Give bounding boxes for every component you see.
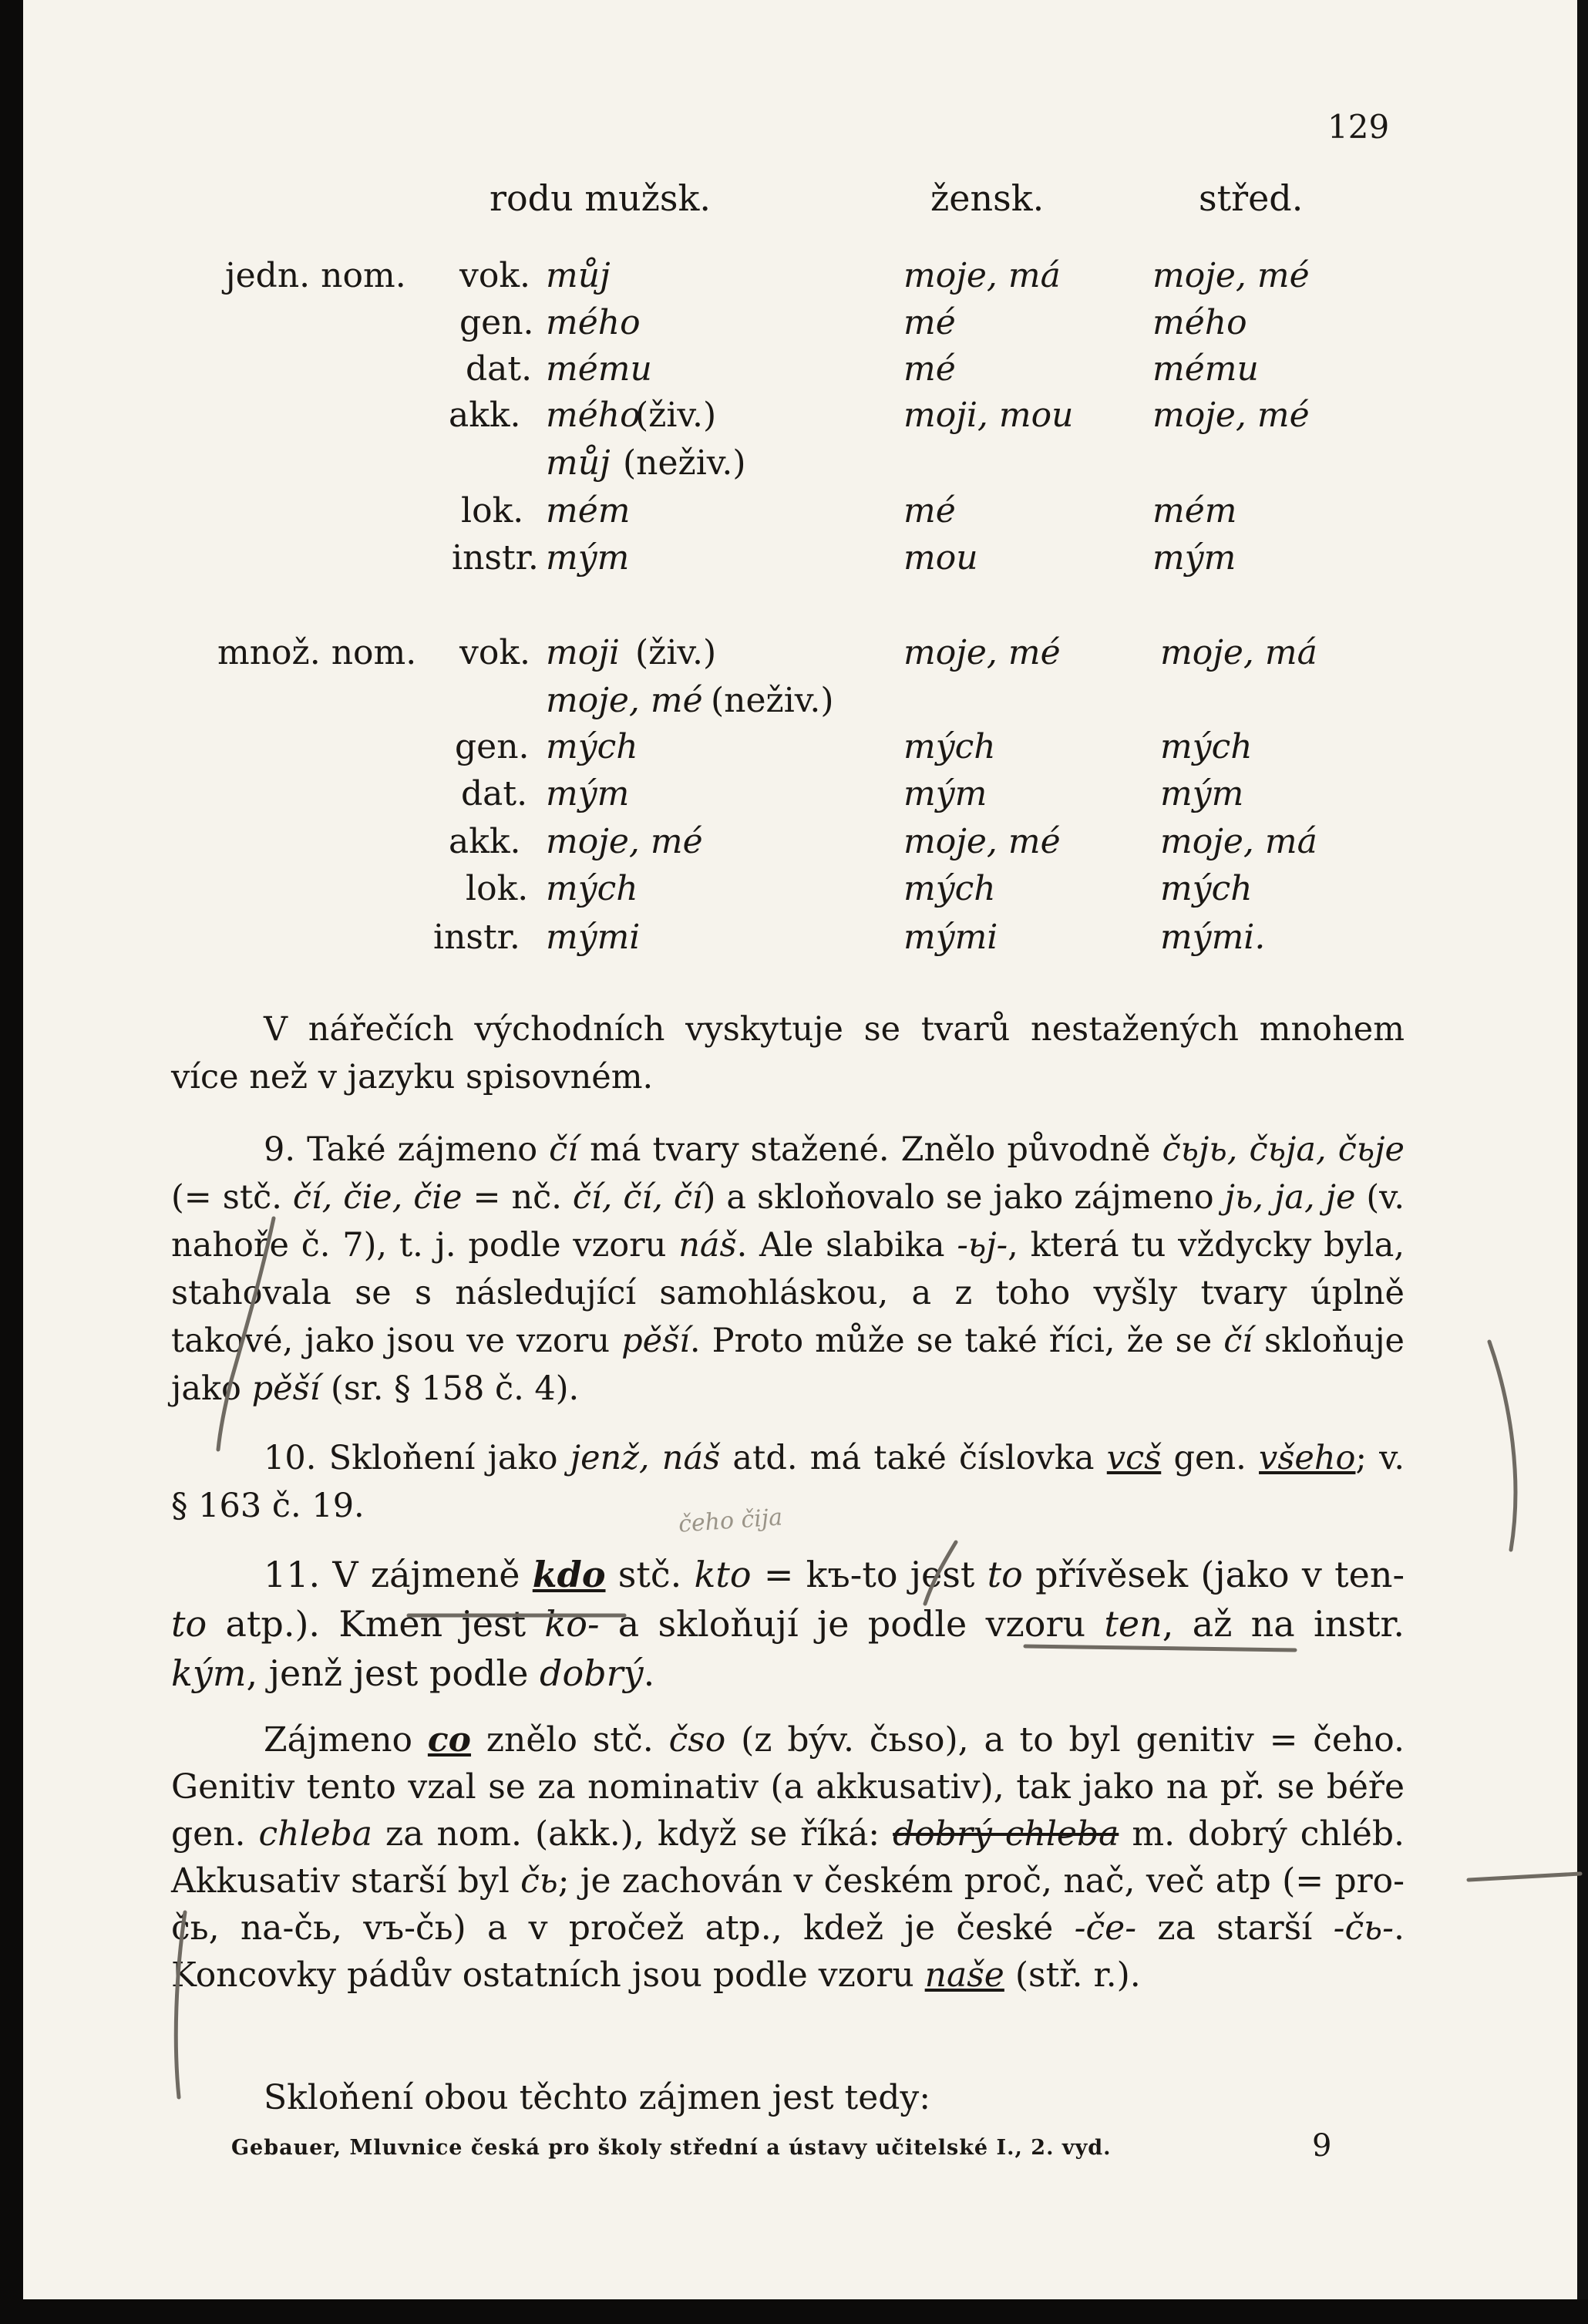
paragraph-10: 10. Skloňení jako jenž, náš atd. má také číslovka vcš gen. všeho; v. § 163 č. 19.	[171, 1439, 1405, 1525]
pencil-note: čeho čija	[677, 1504, 784, 1538]
masc-note: (neživ.)	[623, 443, 746, 483]
case-label: instr.	[433, 918, 520, 957]
scan-edge-bottom	[0, 2299, 1588, 2324]
fem-form: moji, mou	[903, 396, 1074, 435]
paragraph-dialects: V nářečích východních vyskytuje se tvarů nestažených mnohem více než v jazyku spisovném.	[171, 1010, 1405, 1096]
masc-form: můj	[546, 443, 611, 483]
footer-imprint: Gebauer, Mluvnice česká pro školy střední a ústavy učitelské I., 2. vyd.	[231, 2136, 1112, 2160]
masc-form: mým	[546, 538, 630, 578]
neut-form: moje, mé	[1152, 256, 1310, 295]
body-text	[171, 1005, 1405, 1101]
paragraph-9: 9. Také zájmeno čí má tvary stažené. Znělo původně čьjь, čьja, čьje (= stč. čí, čie, čie = nč. čí, čí, čí) a skloňovalo se jako zájmeno jь, ja, je (v. nahoře č. 7), t. j. podle vzoru náš. Ale slabika -ьj-, která tu vždycky byla, stahovala se s následující samohláskou, a z toho vyšly tvary úplně takové, jako jsou ve vzoru pěší. Proto může se také říci, že se čí skloňuje jako pěší (sr. § 158 č. 4).	[171, 1130, 1405, 1408]
masc-form: mých	[546, 869, 638, 908]
case-label: gen.	[459, 303, 534, 342]
neut-form: mými.	[1160, 918, 1266, 957]
masc-form: mého	[546, 303, 641, 342]
fem-form: moje, má	[903, 256, 1061, 295]
page-number: 129	[1327, 108, 1390, 146]
paragraph-11: 11. V zájmeně kdo stč. kto = kъ-to jest to přívěsek (jako v ten-to atp.). Kmen jest ko- a skloňují je podle vzoru ten, až na instr. kým, jenž jest podle dobrý.	[171, 1554, 1405, 1694]
fem-form: mé	[903, 303, 956, 342]
masc-form: můj	[546, 256, 611, 295]
fem-form: mými	[903, 918, 998, 957]
header-feminine: žensk.	[930, 177, 1045, 219]
section-9	[171, 1126, 1405, 1413]
section-10	[171, 1434, 1405, 1530]
masc-note: (neživ.)	[711, 681, 834, 720]
neut-form: mému	[1152, 349, 1259, 389]
neut-form: moje, má	[1160, 633, 1317, 672]
header-neuter: střed.	[1199, 177, 1304, 219]
masc-form: mých	[546, 727, 638, 766]
masc-form: mým	[546, 774, 630, 813]
fem-form: mé	[903, 491, 956, 530]
header-masculine: rodu mužsk.	[490, 177, 711, 219]
case-label: akk.	[449, 396, 521, 435]
case-label: gen.	[455, 727, 530, 766]
case-label: lok.	[461, 491, 524, 530]
neut-form: mým	[1160, 774, 1244, 813]
fem-form: mé	[903, 349, 956, 389]
neut-form: moje, má	[1160, 822, 1317, 861]
paragraph-last: Skloňení obou těchto zájmen jest tedy:	[264, 2078, 931, 2117]
case-label: dat.	[461, 774, 528, 813]
neut-form: mým	[1152, 538, 1236, 578]
case-label: lok.	[466, 869, 529, 908]
neut-form: mém	[1152, 491, 1237, 530]
masc-form: mém	[546, 491, 631, 530]
masc-form: moji	[546, 633, 620, 672]
masc-form: moje, mé	[546, 822, 703, 861]
neut-form: mých	[1160, 727, 1253, 766]
scan-edge-left	[0, 0, 23, 2324]
fem-form: mých	[903, 869, 996, 908]
neut-form: mého	[1152, 303, 1247, 342]
scan-edge-right	[1577, 0, 1588, 2324]
section-co	[171, 1716, 1405, 1999]
masc-note: (živ.)	[635, 396, 717, 435]
masc-form: moje, mé	[546, 681, 703, 720]
paragraph-co: Zájmeno co znělo stč. čso (z býv. čьso), a to byl genitiv = čeho. Genitiv tento vzal se za nominativ (a akkusativ), tak jako na př. se béře gen. chleba za nom. (akk.), když se říká: dobrý chleba m. dobrý chléb. Akkusativ starší byl čь; je zachován v českém proč, nač, več atp (= pro-čь, na-čь, vъ-čь) a v pročež atp., kdež je české -če- za starší -čь-. Koncovky pádův ostatních jsou podle vzoru naše (stř. r.).	[171, 1720, 1405, 1995]
fem-form: moje, mé	[903, 822, 1061, 861]
case-label: vok.	[459, 256, 530, 295]
closing-line	[171, 2074, 1405, 2122]
singular-label: jedn. nom.	[225, 256, 406, 295]
neut-form: mých	[1160, 869, 1253, 908]
fem-form: mou	[903, 538, 978, 578]
signature-mark: 9	[1312, 2128, 1332, 2164]
fem-form: mým	[903, 774, 987, 813]
masc-form: mému	[546, 349, 652, 389]
fem-form: moje, mé	[903, 633, 1061, 672]
masc-form: mými	[546, 918, 641, 957]
fem-form: mých	[903, 727, 996, 766]
plural-label: množ. nom.	[217, 633, 417, 672]
case-label: dat.	[466, 349, 533, 389]
section-11	[171, 1550, 1405, 1698]
case-label: vok.	[459, 633, 530, 672]
masc-note: (živ.)	[635, 633, 717, 672]
case-label: akk.	[449, 822, 521, 861]
case-label: instr.	[452, 538, 539, 578]
masc-form: mého	[546, 396, 641, 435]
neut-form: moje, mé	[1152, 396, 1310, 435]
